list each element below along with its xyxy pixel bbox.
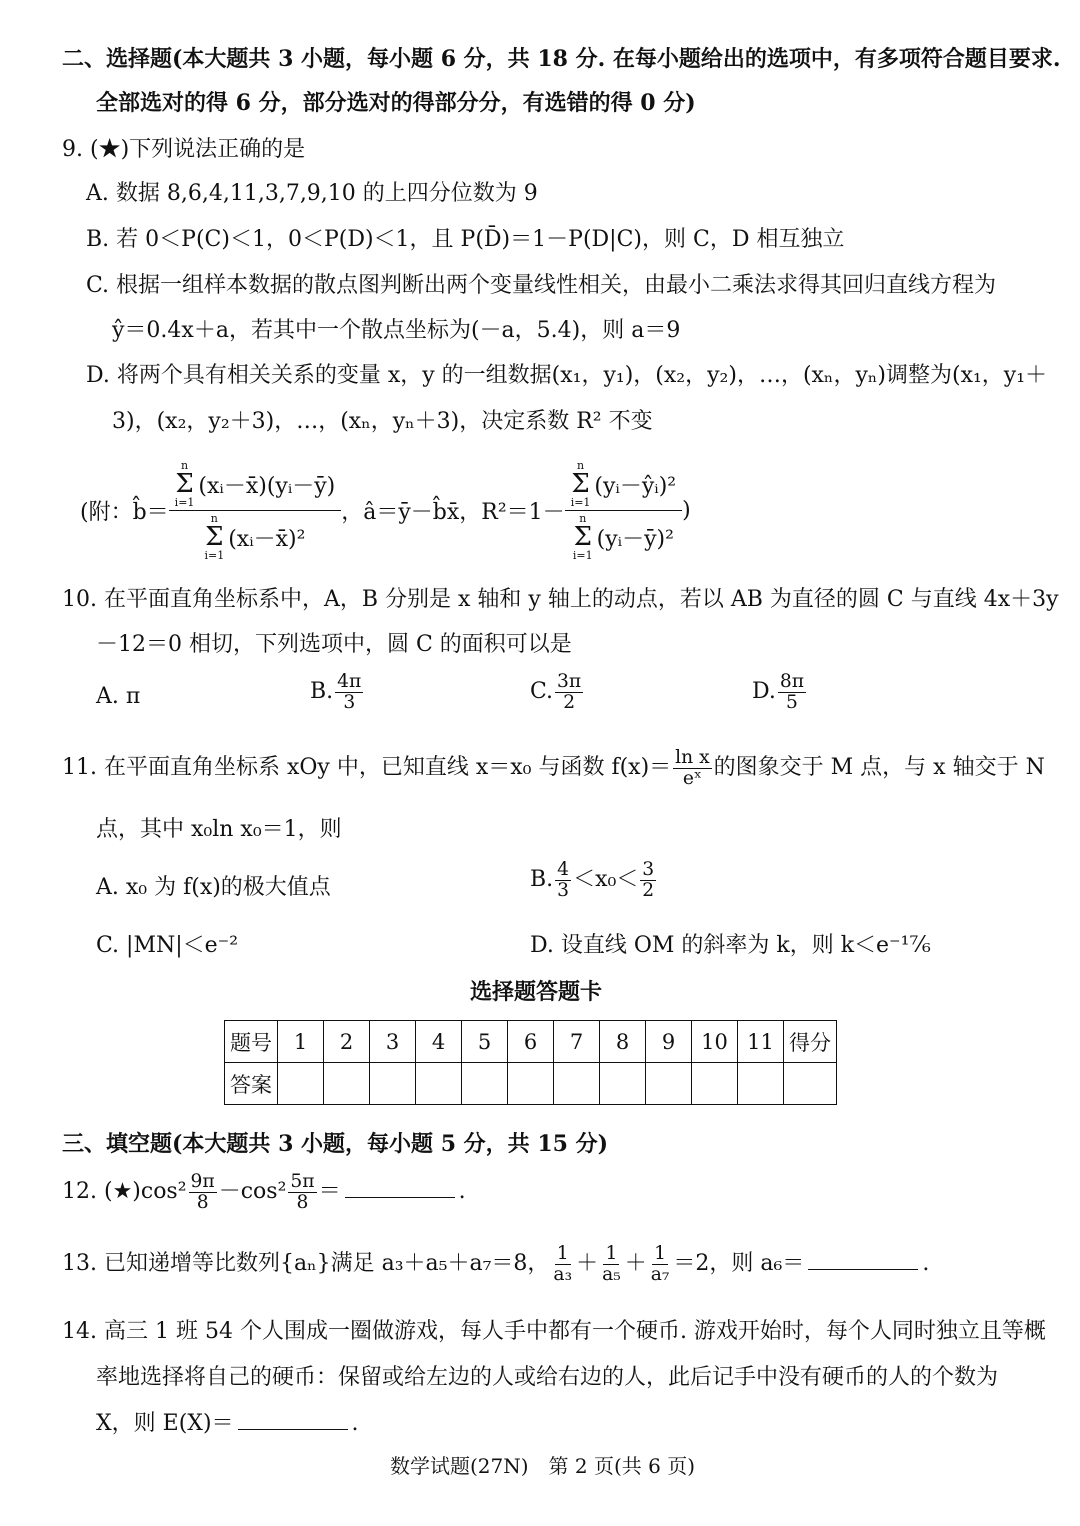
score-cell[interactable] (784, 1063, 837, 1105)
section2-header-line1: 二、选择题(本大题共 3 小题，每小题 6 分，共 18 分. 在每小题给出的选项中，有多项符合题目要求. (62, 46, 1061, 72)
r2-fraction (565, 458, 682, 563)
formula-prefix: (附：b̂＝ (80, 500, 169, 525)
b-denominator: (xᵢ－x̄)² (228, 526, 306, 552)
q14-answer-blank[interactable] (238, 1429, 348, 1430)
q13: 13. 已知递增等比数列{aₙ}满足 a₃＋a₅＋a₇＝8， $\frac{1}{\text{a₃}}$ ＋ $\frac{1}{\text{a₅}}$ ＋ $\frac{1}{\text{a₇}}$ ＝2，则 a₆＝ . (62, 1243, 930, 1285)
answer-cell[interactable] (692, 1063, 738, 1105)
answer-card-title: 选择题答题卡 (470, 979, 603, 1005)
question-number-cell: 10 (692, 1021, 738, 1063)
answer-cell[interactable] (416, 1063, 462, 1105)
section2-header-line2: 全部选对的得 6 分，部分选对的得部分分，有选错的得 0 分) (96, 90, 696, 116)
question-number-cell: 3 (370, 1021, 416, 1063)
answer-cell[interactable] (554, 1063, 600, 1105)
question-number-cell: 1 (278, 1021, 324, 1063)
regression-formula (80, 448, 760, 573)
q9-option-d-line2: 3)，(x₂，y₂＋3)，…，(xₙ，yₙ＋3)，决定系数 R² 不变 (112, 409, 653, 434)
sum-symbol: n Σ i=1 (572, 512, 593, 562)
question-number-cell: 5 (462, 1021, 508, 1063)
answer-cell[interactable] (370, 1063, 416, 1105)
question-number-cell: 6 (508, 1021, 554, 1063)
q11-line2: 点，其中 x₀ln x₀＝1，则 (96, 817, 342, 842)
q12: 12. (★)cos² $\frac{9\pi}{8}$ －cos² $\frac{5\pi}{8}$ ＝ . (62, 1171, 466, 1213)
r2-numerator: (yᵢ－ŷᵢ)² (594, 473, 677, 499)
sum-symbol: n Σ i=1 (174, 459, 195, 509)
page-footer: 数学试题(27N) 第 2 页(共 6 页) (390, 1454, 696, 1478)
b-hat-fraction (169, 458, 342, 563)
answer-card-row-label: 题号 (225, 1021, 278, 1063)
q9-option-b: B. 若 0＜P(C)＜1，0＜P(D)＜1，且 P(D̄)＝1－P(D|C)，则 C，D 相互独立 (86, 227, 845, 252)
q10-option-a: A. π (96, 684, 141, 709)
question-number-cell: 8 (600, 1021, 646, 1063)
answer-cell[interactable] (324, 1063, 370, 1105)
q9-option-d-line1: D. 将两个具有相关关系的变量 x，y 的一组数据(x₁，y₁)，(x₂，y₂)，…，(xₙ，yₙ)调整为(x₁，y₁＋ (86, 363, 1048, 388)
q11-option-a: A. x₀ 为 f(x)的极大值点 (96, 875, 331, 900)
answer-cell[interactable] (462, 1063, 508, 1105)
q9-option-c-line2: ŷ＝0.4x＋a，若其中一个散点坐标为(－a，5.4)，则 a＝9 (112, 318, 681, 343)
q11-option-c: C. |MN|＜e⁻² (96, 933, 239, 958)
q11-line1: 11. 在平面直角坐标系 xOy 中，已知直线 x＝x₀ 与函数 f(x)＝ $\frac{\text{ln x}}{\text{eˣ}}$ 的图象交于 M 点，与 x 轴交于 N (62, 747, 1045, 789)
q12-answer-blank[interactable] (345, 1197, 455, 1198)
q10-option-c: C. $\frac{3\pi}{2}$ (530, 671, 582, 713)
b-numerator: (xᵢ－x̄)(yᵢ－ȳ) (198, 473, 336, 499)
q9-option-c-line1: C. 根据一组样本数据的散点图判断出两个变量线性相关，由最小二乘法求得其回归直线方程为 (86, 273, 997, 298)
q9-option-a: A. 数据 8,6,4,11,3,7,9,10 的上四分位数为 9 (86, 181, 538, 206)
answer-card-number-row (225, 1021, 837, 1063)
q14-line2: 率地选择将自己的硬币：保留或给左边的人或给右边的人，此后记手中没有硬币的人的个数为 (96, 1365, 999, 1390)
q11-option-d: D. 设直线 OM 的斜率为 k，则 k＜e⁻¹⁷⁄₆ (530, 933, 931, 958)
q10-line2: －12＝0 相切，下列选项中，圆 C 的面积可以是 (96, 632, 572, 657)
answer-cell[interactable] (508, 1063, 554, 1105)
q14-line1: 14. 高三 1 班 54 个人围成一圈做游戏，每人手中都有一个硬币. 游戏开始时，每个人同时独立且等概 (62, 1319, 1046, 1344)
answer-cell[interactable] (278, 1063, 324, 1105)
question-number-cell: 7 (554, 1021, 600, 1063)
r2-denominator: (yᵢ－ȳ)² (596, 526, 674, 552)
answer-row-label: 答案 (225, 1063, 278, 1105)
q11-option-b: B. $\frac{4}{3}$ ＜x₀＜ $\frac{3}{2}$ (530, 859, 655, 901)
answer-card-answer-row (225, 1063, 837, 1105)
q14-line3: X，则 E(X)＝ . (96, 1411, 359, 1436)
q13-answer-blank[interactable] (808, 1269, 918, 1270)
question-number-cell: 11 (738, 1021, 784, 1063)
question-number-cell: 2 (324, 1021, 370, 1063)
q10-option-d: D. $\frac{8\pi}{5}$ (752, 671, 805, 713)
q10-option-b: B. $\frac{4\pi}{3}$ (310, 671, 362, 713)
section3-header: 三、填空题(本大题共 3 小题，每小题 5 分，共 15 分) (62, 1131, 609, 1157)
answer-cell[interactable] (646, 1063, 692, 1105)
formula-suffix: ) (682, 498, 691, 523)
q10-line1: 10. 在平面直角坐标系中，A，B 分别是 x 轴和 y 轴上的动点，若以 AB 为直径的圆 C 与直线 4x＋3y (62, 587, 1059, 612)
score-label-cell: 得分 (784, 1021, 837, 1063)
question-number-cell: 9 (646, 1021, 692, 1063)
q9-stem: 9. (★)下列说法正确的是 (62, 137, 306, 162)
answer-card-table (224, 1020, 837, 1105)
formula-middle: ，â＝ȳ－b̂x̄，R²＝1－ (341, 500, 565, 525)
answer-cell[interactable] (600, 1063, 646, 1105)
question-number-cell: 4 (416, 1021, 462, 1063)
sum-symbol: n Σ i=1 (204, 512, 225, 562)
answer-cell[interactable] (738, 1063, 784, 1105)
sum-symbol: n Σ i=1 (570, 459, 591, 509)
